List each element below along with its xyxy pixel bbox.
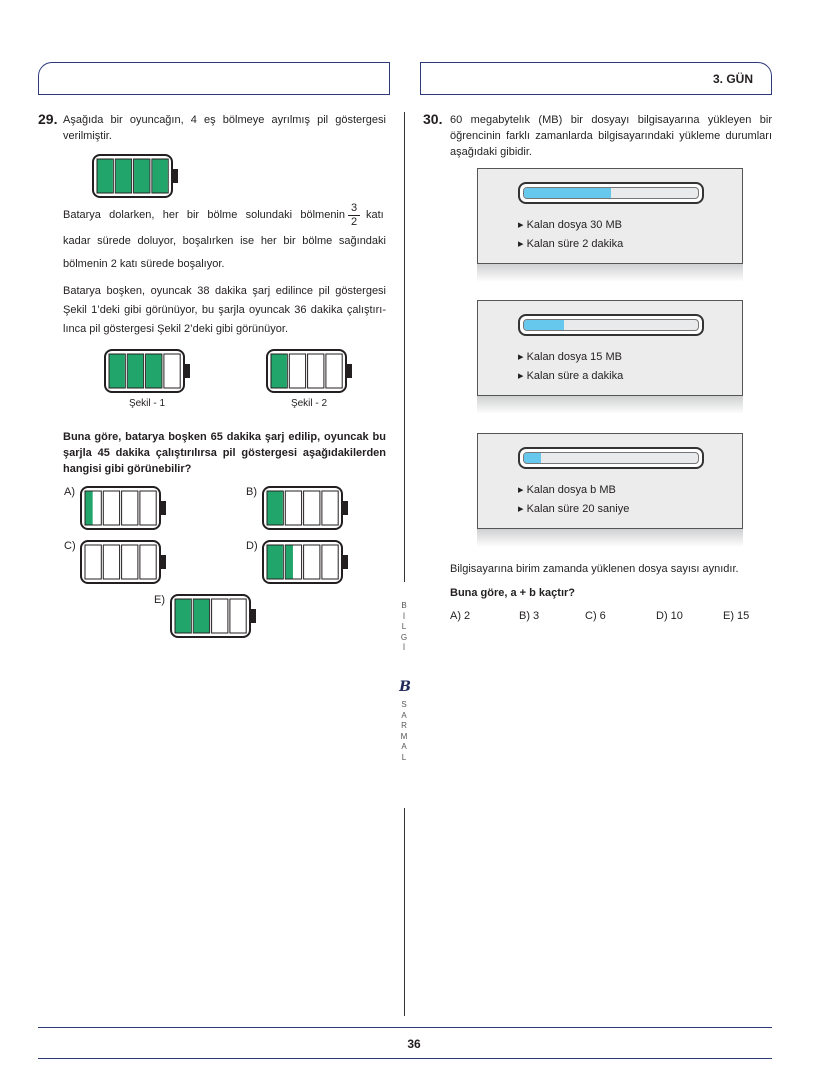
fraction-numerator: 3 (350, 202, 358, 214)
q29-scenario-line3: lınca pil göstergesi Şekil 2’deki gibi görünüyor. (63, 323, 289, 335)
q29-intro-line1: Aşağıda bir oyuncağın, 4 eş bölmeye ayrılmış pil göstergesi (63, 114, 386, 126)
battery-charge (194, 600, 209, 633)
battery-cell (122, 545, 138, 579)
battery-terminal (342, 501, 348, 515)
q30-intro-line1: 60 megabytelık (MB) bir dosyayı bilgisayarına yükleyen bir (450, 114, 772, 126)
q29-question-line1: Buna göre, batarya boşken 65 dakika şarj edilip, oyuncak bu (63, 431, 386, 443)
q29-charge-line1a: Batarya dolarken, her bir bölme solundaki bölmenin (63, 209, 345, 221)
option-d-battery (262, 540, 352, 584)
battery-charge (176, 600, 191, 633)
option-d-label: D) (246, 540, 258, 552)
battery-cell (285, 491, 301, 525)
battery-charge (110, 355, 125, 388)
q30-answer-a: A) 2 (450, 610, 471, 622)
battery-terminal (160, 501, 166, 515)
battery-cell (304, 545, 320, 579)
battery-cell (322, 545, 338, 579)
battery-charge (286, 546, 293, 579)
fraction (348, 202, 360, 229)
q30-answer-d: D) 10 (656, 610, 683, 622)
panel-1-shadow (477, 264, 743, 282)
battery-cell (308, 354, 324, 388)
q29-charge-line3: bölmenin 2 katı sürede boşalıyor. (63, 258, 225, 270)
q30-answer-c: C) 6 (585, 610, 606, 622)
footer-rule-top (38, 1027, 772, 1028)
q30-statement: Bilgisayarına birim zamanda yüklenen dosya sayısı aynıdır. (450, 563, 739, 575)
q29-charge-line2: kadar sürede doluyor, boşalırken ise her bir bölme sağındaki (63, 235, 386, 247)
q30-intro-line2: öğrencinin farklı zamanlarda bilgisayarındaki yükleme durumları (450, 130, 772, 142)
battery-terminal (160, 555, 166, 569)
battery-cell (140, 545, 156, 579)
panel-1-file: ▸ Kalan dosya 30 MB (518, 219, 622, 231)
q30-answer-b: B) 3 (519, 610, 540, 622)
option-a-label: A) (64, 486, 75, 498)
battery-charge (134, 160, 149, 193)
battery-cell (164, 354, 180, 388)
battery-cell (85, 545, 101, 579)
battery-terminal (184, 364, 190, 378)
progress-bar-2 (518, 314, 704, 336)
battery-charge (268, 546, 283, 579)
q29-question-line3: hangisi gibi görünebilir? (63, 463, 192, 475)
battery-charge (128, 355, 143, 388)
figure-2-caption: Şekil - 2 (290, 398, 328, 409)
panel-3-time: ▸ Kalan süre 20 saniye (518, 503, 630, 515)
brand-logo: B (399, 679, 411, 695)
option-b-label: B) (246, 486, 257, 498)
panel-3-shadow (477, 529, 743, 547)
battery-charge (268, 492, 283, 525)
option-e-battery (170, 594, 260, 638)
battery-cell (304, 491, 320, 525)
battery-charge (152, 160, 167, 193)
battery-cell (212, 599, 228, 633)
q29-charge-line1b: katı (366, 209, 384, 221)
battery-terminal (342, 555, 348, 569)
q30-number: 30. (423, 111, 443, 127)
progress-fill-1 (524, 188, 611, 198)
battery-charge (116, 160, 131, 193)
option-e-label: E) (154, 594, 165, 606)
day-label: 3. GÜN (712, 72, 753, 86)
q30-intro-line3: aşağıdaki gibidir. (450, 146, 532, 158)
battery-charge (98, 160, 113, 193)
progress-fill-2 (524, 320, 564, 330)
q29-intro-line2: verilmiştir. (63, 130, 112, 142)
panel-1-time: ▸ Kalan süre 2 dakika (518, 238, 624, 250)
download-panel-2 (477, 300, 743, 396)
q30-question: Buna göre, a + b kaçtır? (450, 587, 576, 599)
vertical-brand-top: B İ L G İ (400, 601, 408, 652)
q29-scenario-line1: Batarya boşken, oyuncak 38 dakika şarj edilince pil göstergesi (63, 285, 386, 297)
battery-cell (103, 491, 119, 525)
column-divider-bottom (404, 808, 405, 1016)
progress-bar-3 (518, 447, 704, 469)
battery-charge (146, 355, 161, 388)
vertical-brand-bottom: S A R M A L (400, 700, 408, 762)
battery-charge (272, 355, 287, 388)
option-c-label: C) (64, 540, 76, 552)
download-panel-1 (477, 168, 743, 264)
panel-2-file: ▸ Kalan dosya 15 MB (518, 351, 622, 363)
q29-number: 29. (38, 111, 58, 127)
column-divider-top (404, 112, 405, 582)
battery-terminal (346, 364, 352, 378)
battery-cell (122, 491, 138, 525)
page-number: 36 (407, 1037, 421, 1051)
battery-cell (289, 354, 305, 388)
figure-1-caption: Şekil - 1 (128, 398, 166, 409)
battery-cell (326, 354, 342, 388)
battery-terminal (172, 169, 178, 183)
download-panel-3 (477, 433, 743, 529)
progress-fill-3 (524, 453, 541, 463)
figure-1-battery (104, 349, 194, 393)
option-c-battery (80, 540, 170, 584)
panel-2-time: ▸ Kalan süre a dakika (518, 370, 624, 382)
battery-cell (322, 491, 338, 525)
q29-question-line2: şarjla 45 dakika çalıştırılırsa pil göstergesi aşağıdakilerden (63, 447, 386, 459)
fraction-denominator: 2 (348, 215, 360, 229)
option-b-battery (262, 486, 352, 530)
battery-cell (103, 545, 119, 579)
figure-2-battery (266, 349, 356, 393)
option-a-battery (80, 486, 170, 530)
q30-answer-e: E) 15 (723, 610, 750, 622)
battery-cell (230, 599, 246, 633)
progress-bar-1 (518, 182, 704, 204)
panel-3-file: ▸ Kalan dosya b MB (518, 484, 616, 496)
header-box-left (38, 62, 390, 95)
q29-scenario-line2: Şekil 1’deki gibi görünüyor, bu şarjla oyuncak 36 dakika çalıştırı- (63, 304, 386, 316)
battery-cell (140, 491, 156, 525)
panel-2-shadow (477, 396, 743, 414)
battery-terminal (250, 609, 256, 623)
q29-intro-battery (92, 154, 182, 198)
header-box-right (420, 62, 772, 95)
battery-charge (86, 492, 93, 525)
footer-rule-bottom (38, 1058, 772, 1059)
